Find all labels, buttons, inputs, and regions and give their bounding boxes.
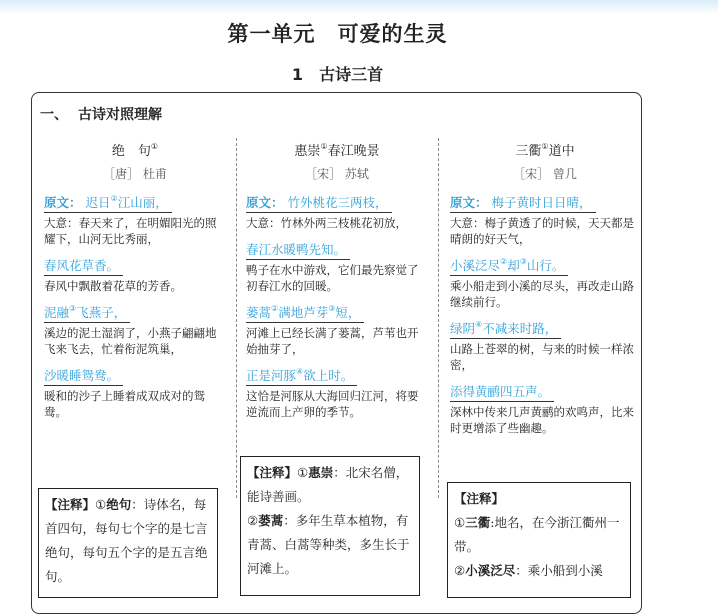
verse-block — [246, 241, 428, 294]
meaning-text: 春风中飘散着花草的芳香。 — [44, 279, 182, 293]
verse-block — [44, 304, 226, 357]
poem-column-1 — [44, 140, 226, 420]
meaning-text: 这恰是河豚从大海回归江河，将要逆流而上产卵的季节。 — [246, 389, 419, 419]
verse-text: 小溪泛尽 — [450, 258, 501, 273]
poem-author: ［宋］ 曾几 — [513, 167, 577, 181]
note-item — [247, 461, 413, 509]
poem-column-3 — [450, 140, 640, 436]
verse-text: 满地芦芽 — [278, 305, 329, 320]
original-line — [44, 257, 123, 276]
original-line — [246, 304, 364, 323]
meaning-text: 河滩上已经长满了蒌蒿，芦苇也开始抽芽了， — [246, 326, 419, 356]
verse-text: 绿阴 — [450, 321, 476, 336]
original-line — [450, 383, 554, 402]
original-line — [450, 257, 568, 276]
footnote-marker: ① — [150, 142, 159, 151]
note-term: 三衢 — [465, 515, 491, 530]
unit-title — [0, 18, 675, 48]
verse-text: 泥融 — [44, 305, 70, 320]
meaning-text: 深林中传来几声黄鹂的欢鸣声，比来时更增添了些幽趣。 — [450, 405, 634, 435]
original-line — [246, 194, 392, 213]
note-term: 小溪泛尽 — [465, 563, 516, 578]
note-item — [454, 487, 624, 511]
note-text: ：乘小船到小溪 — [515, 563, 603, 578]
note-number: ① — [297, 465, 309, 480]
footnote-marker: ① — [320, 142, 328, 151]
lesson-title — [0, 62, 675, 85]
verse-text: 蒌蒿 — [246, 305, 272, 320]
verse-text: 沙暖睡鸳鸯。 — [44, 368, 120, 383]
column-divider — [236, 138, 237, 498]
original-line — [246, 241, 350, 260]
verse-block — [246, 367, 428, 420]
verse-block — [246, 304, 428, 357]
meaning-text: 暖和的沙子上睡着成双成对的鸳鸯。 — [44, 389, 205, 419]
footnote-marker: ④ — [475, 320, 483, 329]
verse-text: 正是河豚 — [246, 368, 297, 383]
verse-text: 短， — [335, 305, 361, 320]
notes-heading: 【注释】 — [247, 465, 298, 480]
verse-text: 竹外桃花三两枝， — [287, 195, 388, 210]
footnote-marker: ② — [500, 257, 508, 266]
verse-block — [450, 320, 640, 373]
poem-title-text: 春江晚景 — [327, 144, 380, 159]
poem-title — [450, 140, 640, 159]
note-item — [247, 509, 413, 581]
verse-text: 山行。 — [526, 258, 565, 273]
verse-text: 添得黄鹂四五声。 — [450, 384, 551, 399]
poem-title — [246, 140, 428, 159]
notes-heading: 【注释】 — [454, 491, 505, 506]
original-line — [450, 320, 561, 339]
meaning-text: 大意：竹林外两三枝桃花初放， — [246, 216, 407, 230]
unit-name: 可爱的生灵 — [337, 22, 448, 46]
section-heading — [40, 104, 162, 124]
footnote-marker: ① — [541, 142, 549, 151]
section-number: 一、 — [40, 107, 68, 123]
meaning-text: 山路上苍翠的树，与来的时候一样浓密， — [450, 342, 634, 372]
note-number: ② — [247, 513, 259, 528]
note-text: ：诗体名，每首四句，每句七个字的是七言绝句，每句五个字的是五言绝句。 — [45, 497, 208, 584]
column-divider — [438, 138, 439, 498]
lesson-number: 1 — [291, 65, 304, 84]
notes-heading: 【注释】 — [45, 497, 96, 512]
top-gradient-band — [0, 0, 718, 14]
meaning-text: 大意：梅子黄透了的时候，天天都是晴朗的好天气， — [450, 216, 634, 246]
note-item — [454, 559, 624, 583]
original-label: 原文： — [246, 195, 284, 210]
verse-text: 江山丽， — [117, 195, 168, 210]
note-item — [45, 493, 211, 589]
verse-block — [44, 257, 226, 294]
poem-title — [44, 140, 226, 159]
note-term: 惠崇 — [308, 465, 334, 480]
verse-block — [450, 383, 640, 436]
verse-text: 迟日 — [85, 195, 111, 210]
footnote-marker: ② — [271, 304, 279, 313]
poem-title-text: 三衢 — [515, 144, 542, 159]
verse-text: 欲上时。 — [303, 368, 354, 383]
original-line — [44, 304, 130, 323]
original-line — [44, 194, 172, 213]
note-text: :地名，在今浙江衢州一带。 — [454, 515, 620, 554]
footnote-marker: ③ — [519, 257, 527, 266]
verse-block — [450, 194, 640, 247]
note-term: 绝句 — [106, 497, 132, 512]
poem-title-text: 道中 — [548, 144, 575, 159]
verse-block — [246, 194, 428, 231]
original-line — [246, 367, 357, 386]
note-text: ：多年生草本植物，有青蒿、白蒿等种类，多生长于河滩上。 — [247, 513, 410, 576]
poem-author: ［宋］ 苏轼 — [305, 167, 369, 181]
note-number: ① — [454, 515, 466, 530]
verse-block — [450, 257, 640, 310]
verse-block — [44, 194, 226, 247]
footnote-marker: ④ — [296, 367, 304, 376]
poem-column-2 — [246, 140, 428, 420]
original-label: 原文： — [44, 195, 82, 210]
original-line — [450, 194, 596, 213]
verse-text: 春风花草香。 — [44, 258, 120, 273]
note-text: ：北宋名僧，能诗善画。 — [247, 465, 409, 504]
meaning-text: 鸭子在水中游戏，它们最先察觉了初春江水的回暖。 — [246, 263, 419, 293]
note-number: ② — [454, 563, 466, 578]
note-number: ① — [95, 497, 107, 512]
poem-title-text: 惠崇 — [294, 144, 321, 159]
footnote-marker: ② — [110, 194, 118, 203]
poem-title-text: 绝 句 — [111, 144, 151, 159]
unit-number: 第一单元 — [227, 22, 316, 46]
footnote-marker: ③ — [328, 304, 336, 313]
original-line — [44, 367, 123, 386]
original-label: 原文： — [450, 195, 488, 210]
meaning-text: 大意：春天来了，在明媚阳光的照耀下，山河无比秀丽， — [44, 216, 217, 246]
verse-text: 飞燕子， — [76, 305, 127, 320]
footnote-marker: ③ — [69, 304, 77, 313]
notes-box-1 — [38, 488, 218, 598]
note-term: 蒌蒿 — [258, 513, 284, 528]
verse-text: 梅子黄时日日晴， — [491, 195, 592, 210]
note-item — [454, 511, 624, 559]
verse-text: 春江水暖鸭先知。 — [246, 242, 347, 257]
meaning-text: 溪边的泥土湿润了，小燕子翩翩地飞来飞去，忙着衔泥筑巢， — [44, 326, 217, 356]
verse-text: 却 — [507, 258, 520, 273]
lesson-name: 古诗三首 — [319, 65, 384, 84]
verse-block — [44, 367, 226, 420]
poem-author: ［唐］ 杜甫 — [103, 167, 167, 181]
section-title: 古诗对照理解 — [78, 107, 162, 123]
meaning-text: 乘小船走到小溪的尽头，再改走山路继续前行。 — [450, 279, 634, 309]
notes-box-2 — [240, 456, 420, 596]
verse-text: 不减来时路， — [482, 321, 558, 336]
